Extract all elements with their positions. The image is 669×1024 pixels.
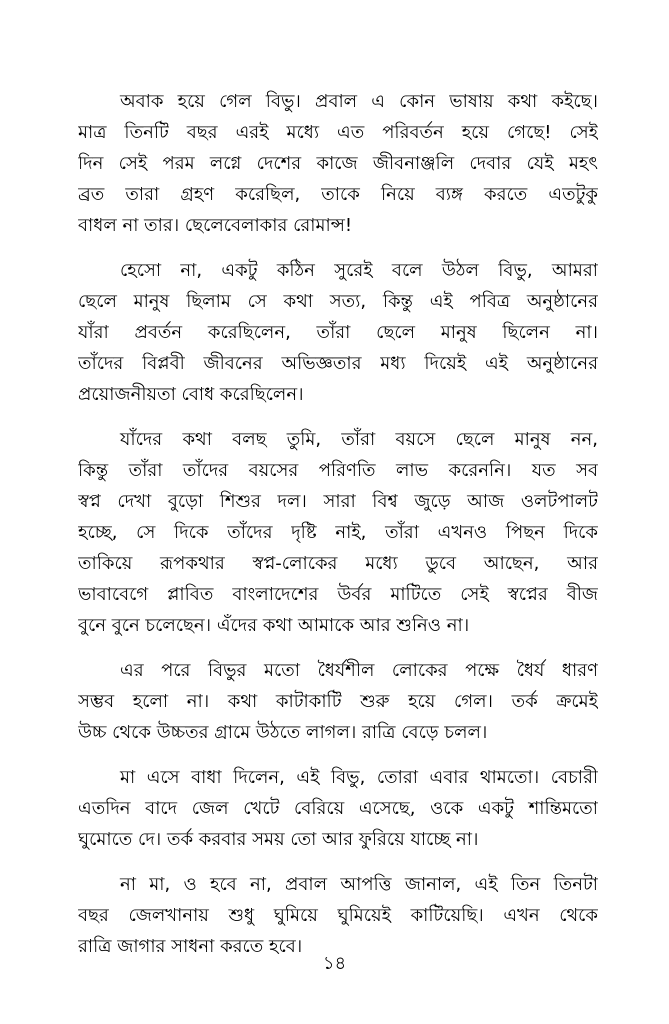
text-line: দিন সেই পরম লগ্নে দেশের কাজে জীবনাঞ্জলি দেবার যেই মহৎ [78, 153, 598, 174]
text-line: যাঁদের কথা বলছ তুমি, তাঁরা বয়সে ছেলে মানুষ নন, [120, 429, 598, 450]
text-line: মাত্র তিনটি বছর এরই মধ্যে এত পরিবর্তন হয়ে গেছে! সেই [78, 122, 598, 143]
paragraph-1 [78, 86, 598, 241]
text-line: এর পরে বিভুর মতো ধৈর্যশীল লোকের পক্ষে ধৈর্য ধারণ [120, 660, 598, 681]
text-line: ব্রত তারা গ্রহণ করেছিল, তাকে নিয়ে ব্যঙ্গ করতে এতটুকু [78, 184, 598, 205]
paragraph-6 [78, 869, 598, 962]
text-line: রাত্রি জাগার সাধনা করতে হবে। [78, 936, 303, 957]
text-line: তাঁদের বিপ্লবী জীবনের অভিজ্ঞতার মধ্য দিয়েই এই অনুষ্ঠানের [78, 353, 598, 374]
text-line: প্রয়োজনীয়তা বোধ করেছিলেন। [78, 384, 304, 405]
paragraph-4 [78, 655, 598, 748]
text-line: হচ্ছে, সে দিকে তাঁদের দৃষ্টি নাই, তাঁরা এখনও পিছন দিকে [78, 522, 598, 543]
paragraph-2 [78, 255, 598, 410]
text-line: বছর জেলখানায় শুধু ঘুমিয়ে ঘুমিয়েই কাটিয়েছি। এখন থেকে [78, 905, 598, 926]
page-number: ১৪ [322, 953, 347, 974]
text-line: সম্ভব হলো না। কথা কাটাকাটি শুরু হয়ে গেল। তর্ক ক্রমেই [78, 691, 598, 712]
text-line: উচ্চ থেকে উচ্চতর গ্রামে উঠতে লাগল। রাত্রি বেড়ে চলল। [78, 722, 488, 743]
text-line: হেসো না, একটু কঠিন সুরেই বলে উঠল বিভু, আমরা [120, 260, 598, 281]
text-line: এতদিন বাদে জেল খেটে বেরিয়ে এসেছে, ওকে একটু শান্তিমতো [78, 798, 598, 819]
text-line: অবাক হয়ে গেল বিভু। প্রবাল এ কোন ভাষায় কথা কইছে। [120, 91, 598, 112]
text-line: বাধল না তার। ছেলেবেলাকার রোমান্স! [78, 215, 353, 236]
text-line: ছেলে মানুষ ছিলাম সে কথা সত্য, কিন্তু এই পবিত্র অনুষ্ঠানের [78, 291, 598, 312]
text-line: কিন্তু তাঁরা তাঁদের বয়সের পরিণতি লাভ করেননি। যত সব [78, 460, 598, 481]
text-line: যাঁরা প্রবর্তন করেছিলেন, তাঁরা ছেলে মানুষ ছিলেন না। [78, 322, 598, 343]
text-line: বুনে বুনে চলেছেন। এঁদের কথা আমাকে আর শুনিও না। [78, 615, 470, 636]
text-line: না মা, ও হবে না, প্রবাল আপত্তি জানাল, এই তিন তিনটা [120, 874, 598, 895]
text-line: ভাবাবেগে প্লাবিত বাংলাদেশের উর্বর মাটিতে সেই স্বপ্নের বীজ [78, 584, 598, 605]
text-line: মা এসে বাধা দিলেন, এই বিভু, তোরা এবার থামতো। বেচারী [120, 767, 598, 788]
text-line: তাকিয়ে রূপকথার স্বপ্ন-লোকের মধ্যে ডুবে আছেন, আর [78, 553, 598, 574]
paragraph-5 [78, 762, 598, 855]
body-text [78, 86, 598, 976]
text-line: স্বপ্ন দেখা বুড়ো শিশুর দল। সারা বিশ্ব জুড়ে আজ ওলটপালট [78, 491, 598, 512]
paragraph-3 [78, 424, 598, 641]
text-line: ঘুমোতে দে। তর্ক করবার সময় তো আর ফুরিয়ে যাচ্ছে না। [78, 829, 479, 850]
